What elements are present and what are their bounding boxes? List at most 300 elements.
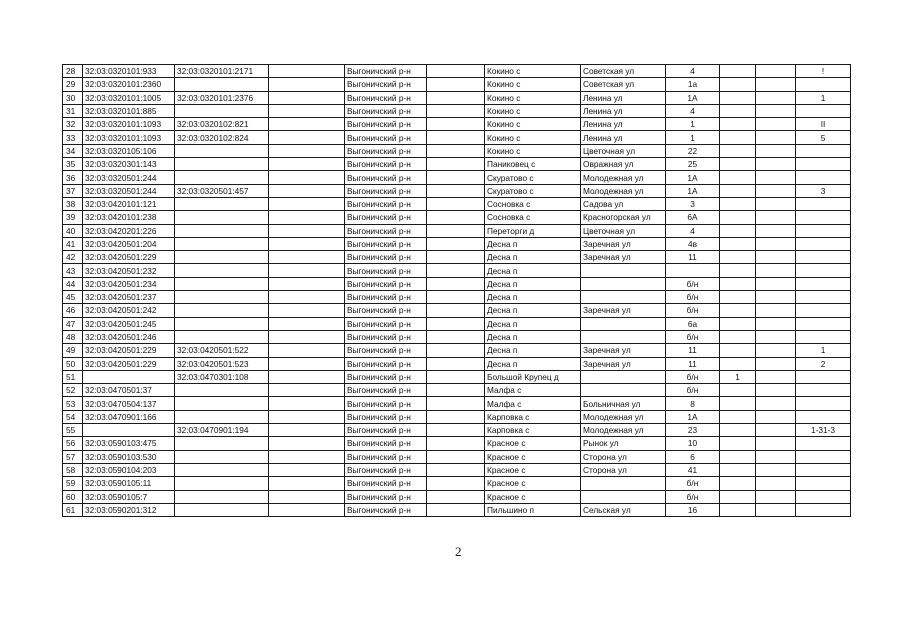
table-row — [63, 277, 851, 290]
house-number: 3 — [666, 197, 720, 210]
note-cell — [796, 477, 851, 490]
extra-cell — [720, 78, 756, 91]
cadastral-number: 32:03:0420501:234 — [83, 277, 175, 290]
district: Выгоничский р-н — [345, 424, 427, 437]
district: Выгоничский р-н — [345, 477, 427, 490]
settlement: Малфа с — [485, 384, 581, 397]
empty-cell — [269, 370, 345, 383]
settlement: Десна п — [485, 291, 581, 304]
extra-cell — [756, 424, 796, 437]
settlement: Десна п — [485, 344, 581, 357]
cadastral-number: 32:03:0590201:312 — [83, 503, 175, 516]
linked-cadastral-number — [175, 330, 269, 343]
table-row — [63, 463, 851, 476]
table-row — [63, 197, 851, 210]
extra-cell — [720, 410, 756, 423]
extra-cell — [720, 251, 756, 264]
district: Выгоничский р-н — [345, 344, 427, 357]
cadastral-number: 32:03:0420501:229 — [83, 251, 175, 264]
street: Советская ул — [581, 65, 666, 78]
district: Выгоничский р-н — [345, 397, 427, 410]
table-row — [63, 330, 851, 343]
empty-cell — [269, 330, 345, 343]
street: Ленина ул — [581, 118, 666, 131]
settlement: Кокино с — [485, 118, 581, 131]
empty-cell — [427, 503, 485, 516]
empty-cell — [269, 224, 345, 237]
cadastral-number — [83, 370, 175, 383]
extra-cell — [720, 224, 756, 237]
empty-cell — [269, 397, 345, 410]
row-number: 35 — [63, 158, 83, 171]
extra-cell — [720, 344, 756, 357]
row-number: 59 — [63, 477, 83, 490]
extra-cell — [720, 184, 756, 197]
extra-cell — [756, 224, 796, 237]
row-number: 54 — [63, 410, 83, 423]
district: Выгоничский р-н — [345, 503, 427, 516]
linked-cadastral-number: 32:03:0320102:821 — [175, 118, 269, 131]
extra-cell — [756, 357, 796, 370]
table-row — [63, 264, 851, 277]
street: Больничная ул — [581, 397, 666, 410]
house-number: 1 — [666, 118, 720, 131]
page-number: 2 — [455, 544, 462, 559]
extra-cell — [720, 424, 756, 437]
empty-cell — [269, 91, 345, 104]
street: Молодежная ул — [581, 424, 666, 437]
linked-cadastral-number — [175, 397, 269, 410]
cadastral-number: 32:03:0590105:11 — [83, 477, 175, 490]
settlement: Карповка с — [485, 424, 581, 437]
linked-cadastral-number — [175, 490, 269, 503]
row-number: 49 — [63, 344, 83, 357]
linked-cadastral-number — [175, 503, 269, 516]
district: Выгоничский р-н — [345, 91, 427, 104]
cadastral-number: 32:03:0470501:37 — [83, 384, 175, 397]
cadastral-number: 32:03:0420201:226 — [83, 224, 175, 237]
note-cell — [796, 78, 851, 91]
district: Выгоничский р-н — [345, 357, 427, 370]
linked-cadastral-number: 32:03:0420501:522 — [175, 344, 269, 357]
house-number: б/н — [666, 384, 720, 397]
extra-cell — [756, 477, 796, 490]
house-number: б/н — [666, 330, 720, 343]
row-number: 61 — [63, 503, 83, 516]
street: Молодежная ул — [581, 171, 666, 184]
settlement: Скуратово с — [485, 171, 581, 184]
house-number: б/н — [666, 291, 720, 304]
extra-cell — [720, 144, 756, 157]
settlement: Десна п — [485, 304, 581, 317]
empty-cell — [269, 317, 345, 330]
note-cell: 2 — [796, 357, 851, 370]
empty-cell — [427, 158, 485, 171]
row-number: 29 — [63, 78, 83, 91]
table-row — [63, 104, 851, 117]
empty-cell — [427, 317, 485, 330]
district: Выгоничский р-н — [345, 277, 427, 290]
extra-cell — [720, 463, 756, 476]
note-cell — [796, 237, 851, 250]
extra-cell — [720, 304, 756, 317]
empty-cell — [427, 251, 485, 264]
empty-cell — [427, 184, 485, 197]
row-number: 31 — [63, 104, 83, 117]
note-cell — [796, 490, 851, 503]
street — [581, 330, 666, 343]
linked-cadastral-number — [175, 317, 269, 330]
empty-cell — [427, 357, 485, 370]
district: Выгоничский р-н — [345, 197, 427, 210]
row-number: 42 — [63, 251, 83, 264]
extra-cell — [756, 197, 796, 210]
row-number: 60 — [63, 490, 83, 503]
note-cell: ! — [796, 65, 851, 78]
extra-cell — [756, 91, 796, 104]
empty-cell — [269, 357, 345, 370]
table-row — [63, 184, 851, 197]
settlement: Красное с — [485, 490, 581, 503]
empty-cell — [269, 131, 345, 144]
table-row — [63, 477, 851, 490]
extra-cell — [720, 503, 756, 516]
empty-cell — [269, 65, 345, 78]
row-number: 48 — [63, 330, 83, 343]
street: Заречная ул — [581, 237, 666, 250]
extra-cell — [756, 317, 796, 330]
street: Ленина ул — [581, 131, 666, 144]
house-number: 1А — [666, 91, 720, 104]
cadastral-number: 32:03:0420501:204 — [83, 237, 175, 250]
extra-cell — [756, 171, 796, 184]
street — [581, 291, 666, 304]
settlement: Десна п — [485, 237, 581, 250]
linked-cadastral-number — [175, 211, 269, 224]
district: Выгоничский р-н — [345, 251, 427, 264]
settlement: Десна п — [485, 317, 581, 330]
empty-cell — [269, 344, 345, 357]
note-cell — [796, 317, 851, 330]
extra-cell — [756, 184, 796, 197]
note-cell — [796, 224, 851, 237]
extra-cell — [756, 304, 796, 317]
empty-cell — [427, 291, 485, 304]
empty-cell — [427, 344, 485, 357]
row-number: 34 — [63, 144, 83, 157]
house-number: б/н — [666, 477, 720, 490]
note-cell: 1 — [796, 91, 851, 104]
extra-cell — [756, 397, 796, 410]
table-row — [63, 251, 851, 264]
empty-cell — [269, 384, 345, 397]
row-number: 38 — [63, 197, 83, 210]
extra-cell — [756, 503, 796, 516]
extra-cell — [720, 91, 756, 104]
settlement: Красное с — [485, 450, 581, 463]
extra-cell — [720, 357, 756, 370]
settlement: Десна п — [485, 277, 581, 290]
empty-cell — [269, 197, 345, 210]
house-number: 1а — [666, 78, 720, 91]
settlement: Десна п — [485, 251, 581, 264]
row-number: 50 — [63, 357, 83, 370]
settlement: Переторги д — [485, 224, 581, 237]
extra-cell — [720, 330, 756, 343]
note-cell — [796, 397, 851, 410]
linked-cadastral-number — [175, 277, 269, 290]
table-row — [63, 224, 851, 237]
extra-cell — [756, 370, 796, 383]
empty-cell — [269, 291, 345, 304]
note-cell — [796, 277, 851, 290]
empty-cell — [427, 131, 485, 144]
extra-cell — [720, 477, 756, 490]
cadastral-number: 32:03:0320101:933 — [83, 65, 175, 78]
house-number: 41 — [666, 463, 720, 476]
extra-cell — [756, 437, 796, 450]
extra-cell — [720, 277, 756, 290]
extra-cell — [756, 291, 796, 304]
house-number: 11 — [666, 251, 720, 264]
empty-cell — [269, 304, 345, 317]
linked-cadastral-number — [175, 144, 269, 157]
extra-cell — [756, 330, 796, 343]
house-number: 4 — [666, 104, 720, 117]
street — [581, 264, 666, 277]
linked-cadastral-number: 32:03:0320101:2376 — [175, 91, 269, 104]
extra-cell — [756, 144, 796, 157]
note-cell — [796, 370, 851, 383]
settlement: Паниковец с — [485, 158, 581, 171]
linked-cadastral-number: 32:03:0320102:824 — [175, 131, 269, 144]
extra-cell — [720, 158, 756, 171]
settlement: Кокино с — [485, 131, 581, 144]
note-cell — [796, 104, 851, 117]
district: Выгоничский р-н — [345, 184, 427, 197]
note-cell — [796, 330, 851, 343]
district: Выгоничский р-н — [345, 78, 427, 91]
note-cell: 5 — [796, 131, 851, 144]
table-row — [63, 410, 851, 423]
table-body — [63, 65, 851, 517]
house-number: б/н — [666, 277, 720, 290]
empty-cell — [427, 370, 485, 383]
linked-cadastral-number — [175, 437, 269, 450]
table-row — [63, 384, 851, 397]
empty-cell — [427, 410, 485, 423]
settlement: Малфа с — [485, 397, 581, 410]
extra-cell — [720, 131, 756, 144]
empty-cell — [269, 158, 345, 171]
cadastral-number: 32:03:0420501:229 — [83, 357, 175, 370]
street: Цветочная ул — [581, 144, 666, 157]
linked-cadastral-number — [175, 171, 269, 184]
registry-table — [62, 64, 851, 517]
empty-cell — [427, 65, 485, 78]
empty-cell — [269, 277, 345, 290]
extra-cell — [720, 291, 756, 304]
row-number: 36 — [63, 171, 83, 184]
settlement: Пильшино п — [485, 503, 581, 516]
house-number: б/н — [666, 490, 720, 503]
note-cell: 3 — [796, 184, 851, 197]
cadastral-number: 32:03:0320101:2360 — [83, 78, 175, 91]
settlement: Большой Крупец д — [485, 370, 581, 383]
cadastral-number: 32:03:0420101:238 — [83, 211, 175, 224]
cadastral-number: 32:03:0420501:246 — [83, 330, 175, 343]
house-number: 8 — [666, 397, 720, 410]
empty-cell — [269, 78, 345, 91]
empty-cell — [269, 118, 345, 131]
note-cell — [796, 197, 851, 210]
extra-cell — [756, 384, 796, 397]
cadastral-number: 32:03:0320501:244 — [83, 171, 175, 184]
district: Выгоничский р-н — [345, 171, 427, 184]
empty-cell — [269, 104, 345, 117]
table-row — [63, 304, 851, 317]
empty-cell — [427, 450, 485, 463]
table-row — [63, 91, 851, 104]
extra-cell — [756, 237, 796, 250]
note-cell — [796, 211, 851, 224]
table-row — [63, 357, 851, 370]
linked-cadastral-number: 32:03:0320101:2171 — [175, 65, 269, 78]
note-cell — [796, 410, 851, 423]
extra-cell — [720, 264, 756, 277]
extra-cell — [756, 450, 796, 463]
settlement: Скуратово с — [485, 184, 581, 197]
extra-cell — [756, 104, 796, 117]
table-row — [63, 424, 851, 437]
table-row — [63, 118, 851, 131]
empty-cell — [269, 264, 345, 277]
settlement: Кокино с — [485, 104, 581, 117]
table-row — [63, 437, 851, 450]
settlement: Красное с — [485, 437, 581, 450]
street — [581, 370, 666, 383]
street: Садова ул — [581, 197, 666, 210]
extra-cell — [720, 237, 756, 250]
empty-cell — [427, 384, 485, 397]
cadastral-number: 32:03:0470504:137 — [83, 397, 175, 410]
extra-cell — [756, 65, 796, 78]
street — [581, 384, 666, 397]
empty-cell — [269, 424, 345, 437]
district: Выгоничский р-н — [345, 158, 427, 171]
empty-cell — [427, 463, 485, 476]
cadastral-number: 32:03:0320301:143 — [83, 158, 175, 171]
table-row — [63, 131, 851, 144]
district: Выгоничский р-н — [345, 118, 427, 131]
house-number: 4 — [666, 224, 720, 237]
street: Заречная ул — [581, 344, 666, 357]
table-row — [63, 370, 851, 383]
street: Сторона ул — [581, 463, 666, 476]
house-number: 1А — [666, 184, 720, 197]
cadastral-number: 32:03:0320101:885 — [83, 104, 175, 117]
district: Выгоничский р-н — [345, 490, 427, 503]
house-number: 4в — [666, 237, 720, 250]
settlement: Сосновка с — [485, 197, 581, 210]
linked-cadastral-number: 32:03:0420501:523 — [175, 357, 269, 370]
extra-cell — [720, 118, 756, 131]
table-row — [63, 237, 851, 250]
house-number: 11 — [666, 344, 720, 357]
settlement: Кокино с — [485, 65, 581, 78]
row-number: 28 — [63, 65, 83, 78]
empty-cell — [427, 197, 485, 210]
empty-cell — [427, 211, 485, 224]
cadastral-number: 32:03:0470901:166 — [83, 410, 175, 423]
empty-cell — [269, 463, 345, 476]
empty-cell — [427, 437, 485, 450]
house-number: 25 — [666, 158, 720, 171]
cadastral-number: 32:03:0320101:1093 — [83, 118, 175, 131]
empty-cell — [269, 450, 345, 463]
table-row — [63, 158, 851, 171]
empty-cell — [427, 424, 485, 437]
empty-cell — [427, 104, 485, 117]
street: Молодежная ул — [581, 410, 666, 423]
cadastral-number: 32:03:0590103:530 — [83, 450, 175, 463]
empty-cell — [427, 78, 485, 91]
street: Цветочная ул — [581, 224, 666, 237]
cadastral-number: 32:03:0590105:7 — [83, 490, 175, 503]
house-number: 22 — [666, 144, 720, 157]
house-number: б/н — [666, 370, 720, 383]
cadastral-number: 32:03:0420501:232 — [83, 264, 175, 277]
extra-cell: 1 — [720, 370, 756, 383]
street: Заречная ул — [581, 251, 666, 264]
extra-cell — [756, 78, 796, 91]
district: Выгоничский р-н — [345, 410, 427, 423]
settlement: Карповка с — [485, 410, 581, 423]
empty-cell — [269, 211, 345, 224]
table-row — [63, 291, 851, 304]
street: Овражная ул — [581, 158, 666, 171]
note-cell — [796, 144, 851, 157]
extra-cell — [720, 397, 756, 410]
extra-cell — [756, 264, 796, 277]
linked-cadastral-number — [175, 197, 269, 210]
row-number: 56 — [63, 437, 83, 450]
district: Выгоничский р-н — [345, 211, 427, 224]
extra-cell — [720, 437, 756, 450]
table-row — [63, 450, 851, 463]
extra-cell — [720, 171, 756, 184]
table-row — [63, 78, 851, 91]
table-row — [63, 503, 851, 516]
note-cell — [796, 384, 851, 397]
table-row — [63, 171, 851, 184]
empty-cell — [269, 437, 345, 450]
district: Выгоничский р-н — [345, 370, 427, 383]
cadastral-number — [83, 424, 175, 437]
linked-cadastral-number — [175, 463, 269, 476]
house-number: 1 — [666, 131, 720, 144]
district: Выгоничский р-н — [345, 131, 427, 144]
empty-cell — [269, 144, 345, 157]
linked-cadastral-number — [175, 237, 269, 250]
street: Ленина ул — [581, 91, 666, 104]
district: Выгоничский р-н — [345, 450, 427, 463]
extra-cell — [720, 490, 756, 503]
street — [581, 490, 666, 503]
row-number: 39 — [63, 211, 83, 224]
extra-cell — [756, 344, 796, 357]
settlement: Кокино с — [485, 78, 581, 91]
